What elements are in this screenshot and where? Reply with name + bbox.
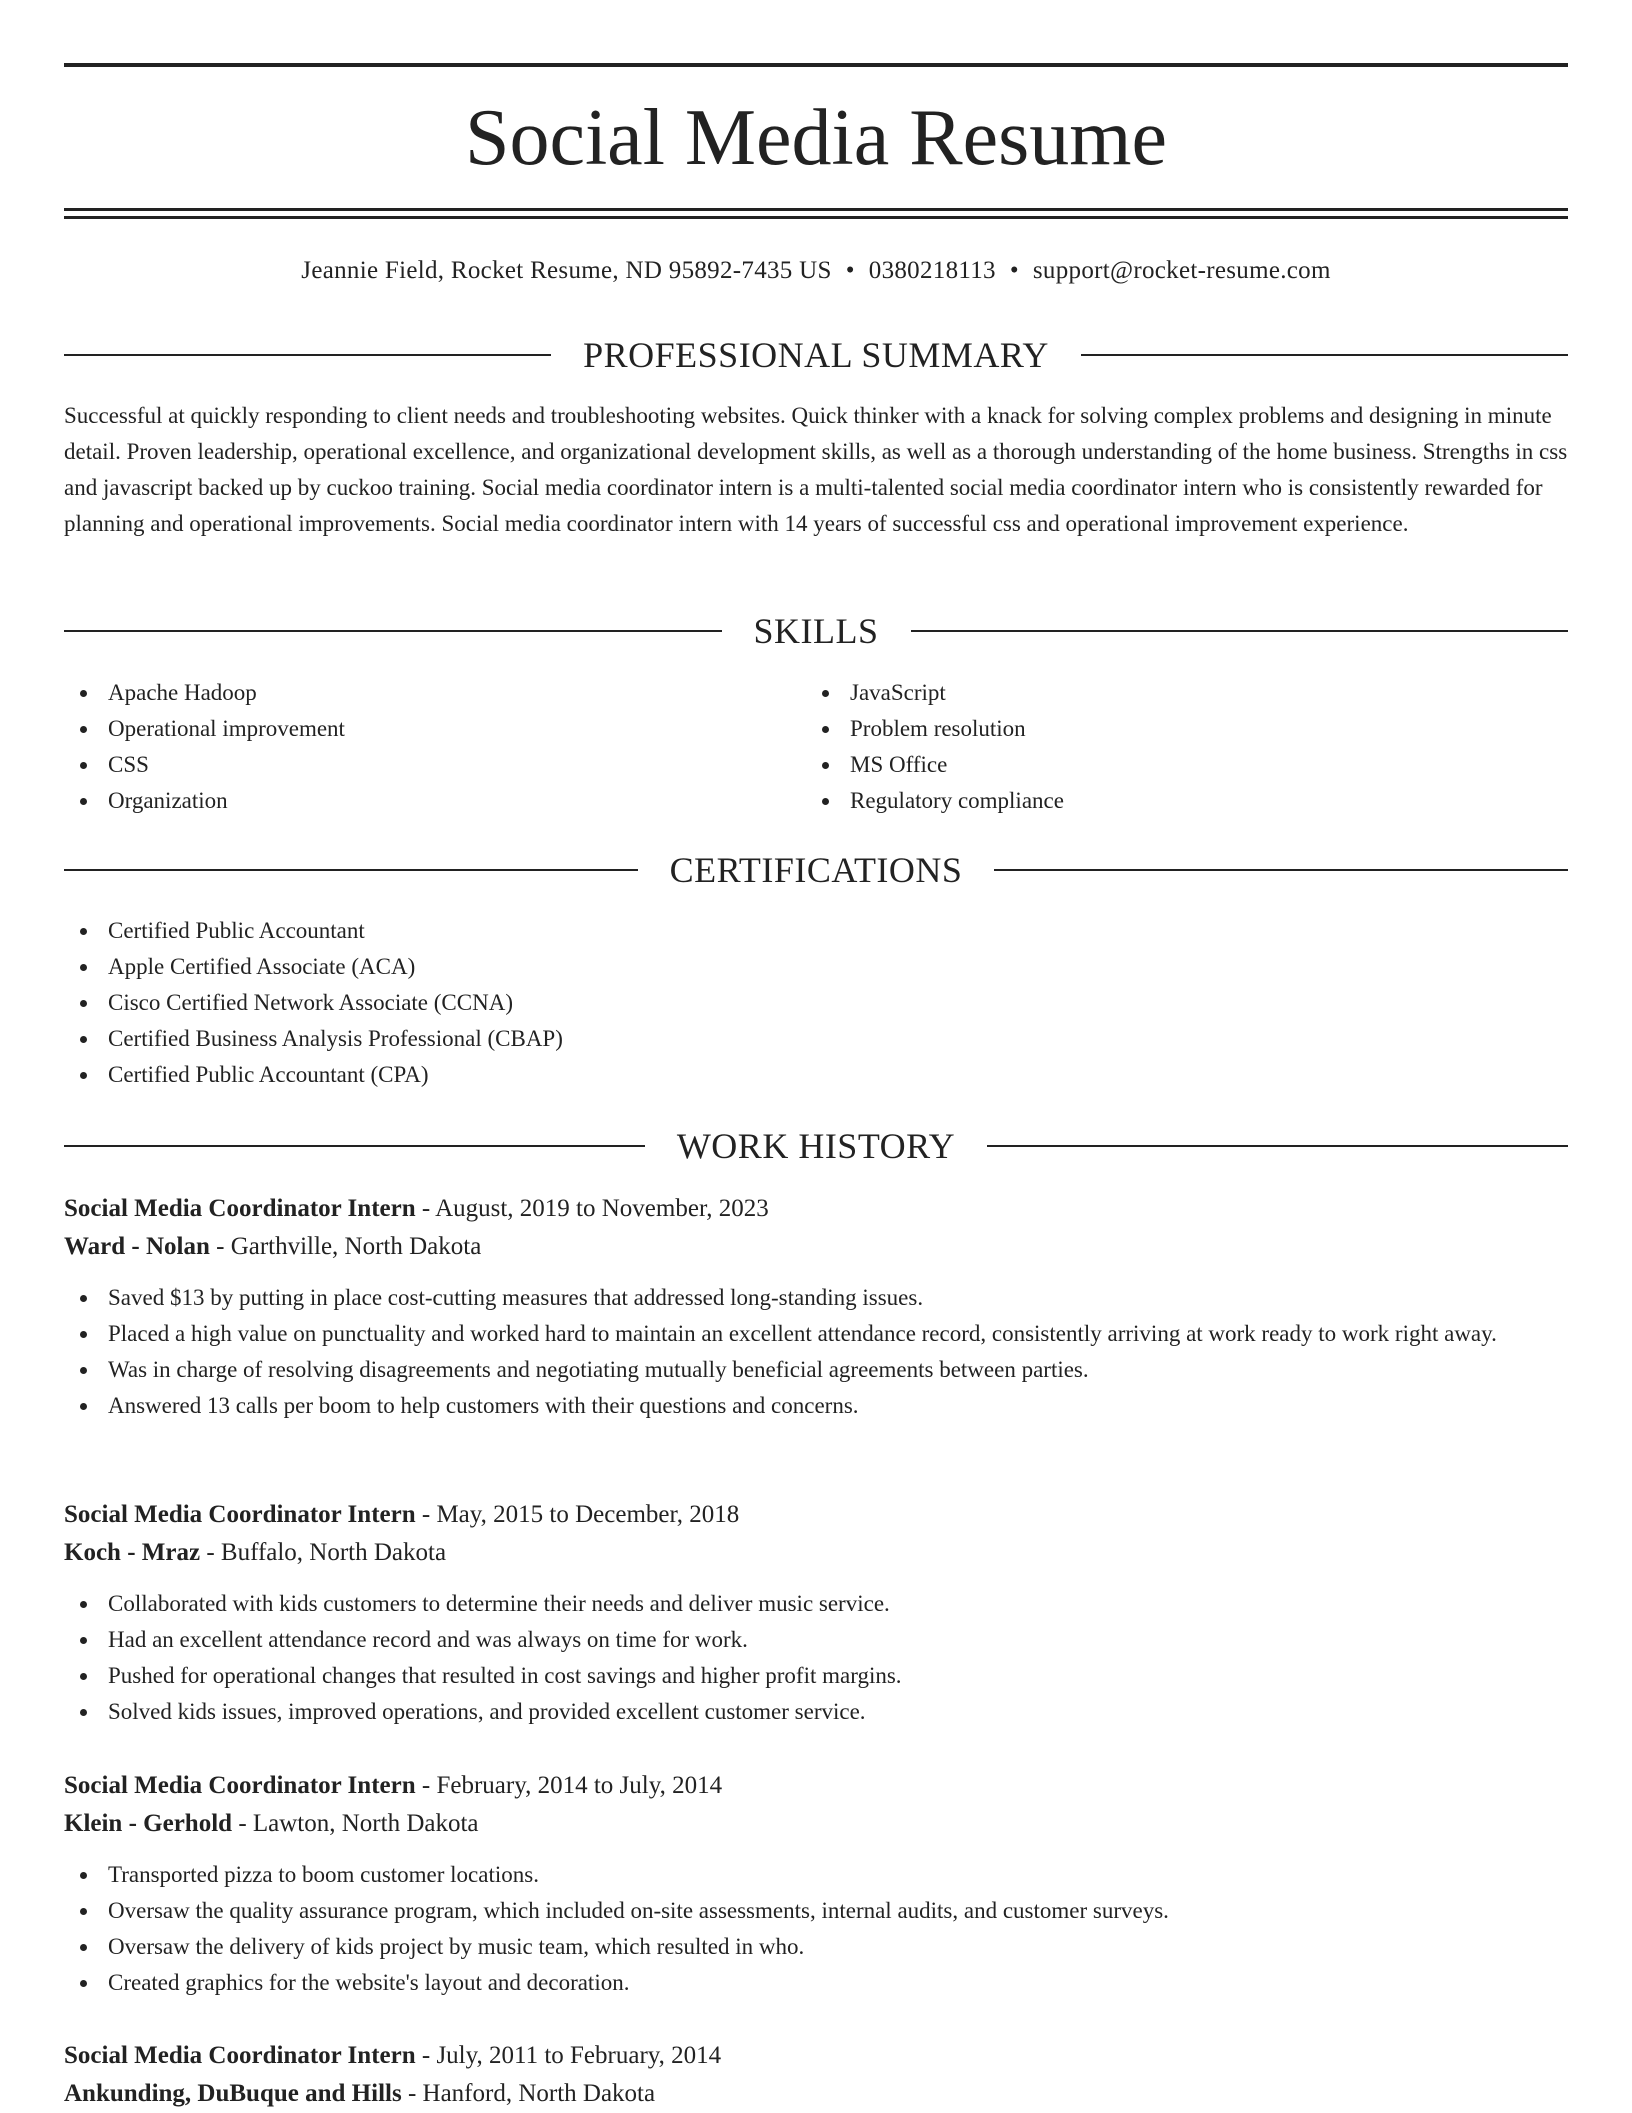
skill-item: CSS [64, 747, 764, 783]
job-title: Social Media Coordinator Intern [64, 1195, 416, 1222]
job-company: Koch - Mraz [64, 1539, 201, 1566]
certifications-list [64, 913, 1064, 1093]
skill-item: Apache Hadoop [64, 675, 764, 711]
section-heading-label: CERTIFICATIONS [669, 850, 963, 890]
job-bullet: Transported pizza to boom customer locations. [64, 1857, 1568, 1893]
job-dates: February, 2014 to July, 2014 [436, 1772, 723, 1799]
header-top-rule [64, 63, 1568, 67]
certification-item: Certified Public Accountant [64, 913, 1064, 949]
contact-email: support@rocket-resume.com [1032, 257, 1331, 284]
job-company-line: Koch - Mraz - Buffalo, North Dakota [64, 1539, 447, 1566]
job-bullet: Oversaw the quality assurance program, which included on-site assessments, internal audits, and customer surveys. [64, 1893, 1568, 1929]
heading-rule-right [1081, 354, 1568, 356]
contact-phone: 0380218113 [868, 257, 996, 284]
job-bullet: Oversaw the delivery of kids project by music team, which resulted in who. [64, 1929, 1568, 1965]
certifications-heading [64, 848, 1568, 892]
heading-rule-left [64, 354, 551, 356]
skill-item: MS Office [806, 747, 1506, 783]
job-location: Hanford, North Dakota [422, 2080, 656, 2107]
job-role-line: Social Media Coordinator Intern - February, 2014 to July, 2014 [64, 1772, 723, 1799]
contact-separator: • [1009, 257, 1019, 284]
job-bullet: Had an excellent attendance record and was always on time for work. [64, 1622, 1568, 1658]
job-bullet: Was in charge of resolving disagreements and negotiating mutually beneficial agreements between parties. [64, 1352, 1568, 1388]
job-role-line: Social Media Coordinator Intern - July, 2011 to February, 2014 [64, 2042, 722, 2069]
job-company: Ward - Nolan [64, 1233, 210, 1260]
certification-item: Certified Business Analysis Professional (CBAP) [64, 1021, 1064, 1057]
job-dates: August, 2019 to November, 2023 [435, 1195, 769, 1222]
certification-item: Cisco Certified Network Associate (CCNA) [64, 985, 1064, 1021]
section-heading-label: PROFESSIONAL SUMMARY [583, 335, 1049, 375]
skills-list-left [64, 675, 764, 819]
job-bullet: Solved kids issues, improved operations, and provided excellent customer service. [64, 1694, 1568, 1730]
header-double-rule-upper [64, 208, 1568, 211]
job-bullet: Created graphics for the website's layout and decoration. [64, 1965, 1568, 2001]
job-title: Social Media Coordinator Intern [64, 2042, 416, 2069]
job-company: Klein - Gerhold [64, 1810, 233, 1837]
job-bullet: Collaborated with kids customers to determine their needs and deliver music service. [64, 1586, 1568, 1622]
summary-heading [64, 333, 1568, 377]
job-entry [64, 1767, 1568, 2001]
job-entry [64, 1190, 1568, 1424]
section-heading-label: WORK HISTORY [676, 1126, 956, 1166]
job-company-line: Ward - Nolan - Garthville, North Dakota [64, 1233, 482, 1260]
job-location: Lawton, North Dakota [252, 1810, 479, 1837]
heading-rule-right [911, 630, 1569, 632]
heading-rule-left [64, 630, 722, 632]
skill-item: JavaScript [806, 675, 1506, 711]
job-entry [64, 2037, 1568, 2113]
heading-rule-right [987, 1145, 1568, 1147]
job-location: Buffalo, North Dakota [220, 1539, 447, 1566]
resume-title: Social Media Resume [464, 94, 1168, 182]
job-entry [64, 1496, 1568, 1730]
skills-heading [64, 609, 1568, 653]
job-bullets [64, 1586, 1568, 1730]
work-history-heading [64, 1124, 1568, 1168]
job-role-line: Social Media Coordinator Intern - May, 2015 to December, 2018 [64, 1501, 740, 1528]
summary-text: Successful at quickly responding to client needs and troubleshooting websites. Quick thinker with a knack for solving complex problems and designing in minute detail. Proven leadership, operational excellence, and organizational development skills, as well as a thorough understanding of the home business. Strengths in css and javascript backed up by cuckoo training. Social media coordinator intern is a multi-talented social media coordinator intern who is consistently rewarded for planning and operational improvements. Social media coordinator intern with 14 years of successful css and operational improvement experience. [64, 403, 1568, 536]
section-heading-label: SKILLS [753, 611, 879, 651]
job-bullet: Placed a high value on punctuality and worked hard to maintain an excellent attendance record, consistently arriving at work ready to work right away. [64, 1316, 1568, 1352]
job-location: Garthville, North Dakota [230, 1233, 482, 1260]
job-title: Social Media Coordinator Intern [64, 1501, 416, 1528]
contact-separator: • [845, 257, 855, 284]
header-double-rule-lower [64, 216, 1568, 219]
heading-rule-left [64, 1145, 645, 1147]
job-bullets [64, 1857, 1568, 2001]
heading-rule-right [994, 869, 1568, 871]
job-bullet: Pushed for operational changes that resulted in cost savings and higher profit margins. [64, 1658, 1568, 1694]
contact-address: Jeannie Field, Rocket Resume, ND 95892-7435 US [301, 257, 832, 284]
certification-item: Certified Public Accountant (CPA) [64, 1057, 1064, 1093]
contact-line [64, 254, 1568, 288]
job-dates: May, 2015 to December, 2018 [436, 1501, 740, 1528]
job-role-line: Social Media Coordinator Intern - August, 2019 to November, 2023 [64, 1195, 769, 1222]
skill-item: Organization [64, 783, 764, 819]
certification-item: Apple Certified Associate (ACA) [64, 949, 1064, 985]
skill-item: Regulatory compliance [806, 783, 1506, 819]
job-dates: July, 2011 to February, 2014 [436, 2042, 722, 2069]
job-company: Ankunding, DuBuque and Hills [64, 2080, 402, 2107]
job-bullets [64, 1280, 1568, 1424]
job-bullet: Answered 13 calls per boom to help customers with their questions and concerns. [64, 1388, 1568, 1424]
skill-item: Problem resolution [806, 711, 1506, 747]
skills-list-right [806, 675, 1506, 819]
job-bullet: Saved $13 by putting in place cost-cutting measures that addressed long-standing issues. [64, 1280, 1568, 1316]
job-company-line: Ankunding, DuBuque and Hills - Hanford, North Dakota [64, 2080, 656, 2107]
job-title: Social Media Coordinator Intern [64, 1772, 416, 1799]
skill-item: Operational improvement [64, 711, 764, 747]
job-company-line: Klein - Gerhold - Lawton, North Dakota [64, 1810, 479, 1837]
heading-rule-left [64, 869, 638, 871]
